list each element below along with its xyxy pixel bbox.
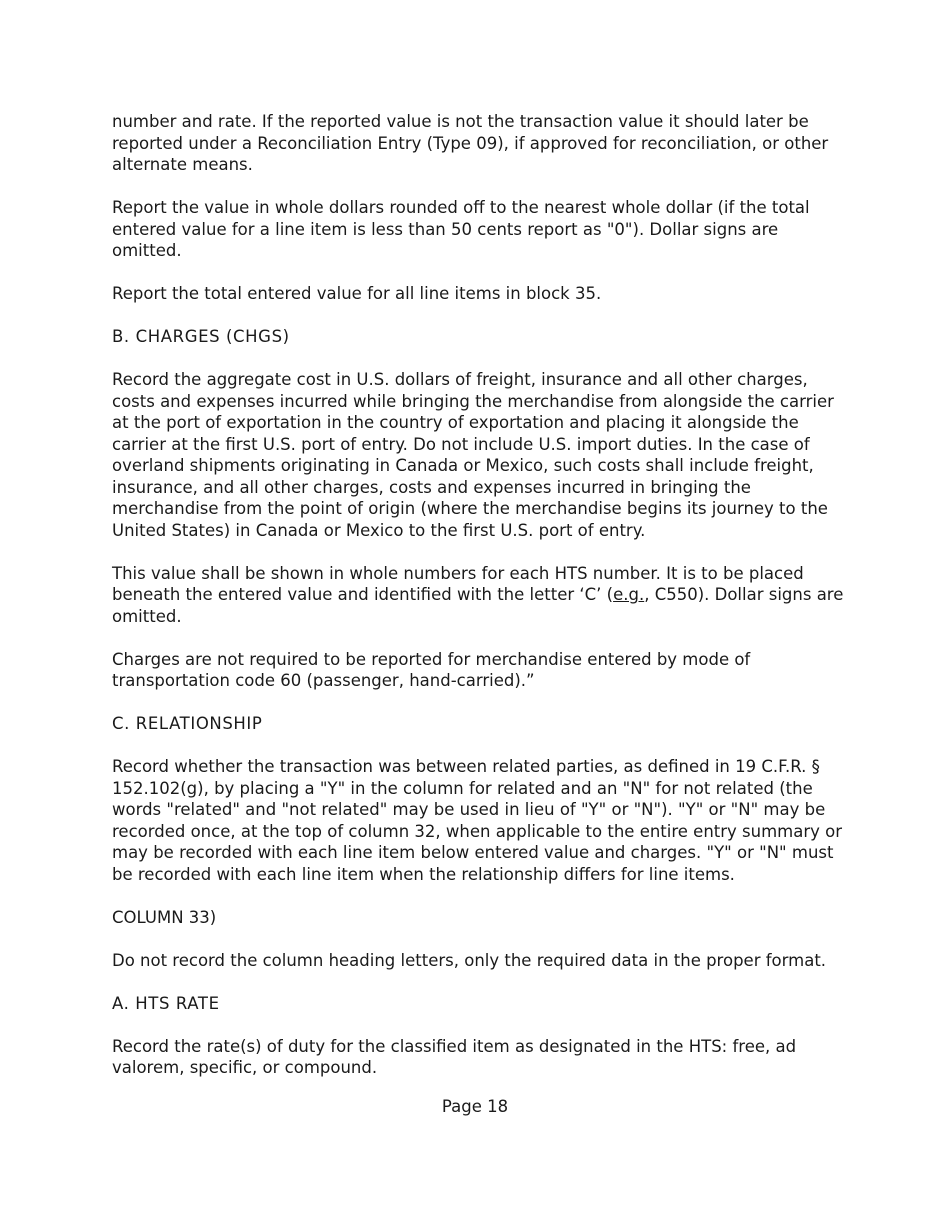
- paragraph-whole-dollars: Report the value in whole dollars rounded off to the nearest whole dollar (if the total entered value for a line item is less than 50 cents report as "0"). Dollar signs are omitted.: [112, 198, 810, 260]
- document-body: [112, 111, 852, 1079]
- paragraph-related-parties: Record whether the transaction was between related parties, as defined in 19 C.F.R. § 152.102(g), by placing a "Y" in the column for related and an "N" for not related (the words "related" and "not related" may be used in lieu of "Y" or "N"). "Y" or "N" may be recorded once, at the top of column 32, when applicable to the entire entry summary or may be recorded with each line item below entered value and charges. "Y" or "N" must be recorded with each line item when the relationship differs for line items.: [112, 757, 843, 884]
- heading-hts-rate: A. HTS RATE: [112, 993, 220, 1013]
- eg-abbreviation: e.g.: [613, 585, 645, 604]
- heading-relationship: C. RELATIONSHIP: [112, 714, 263, 733]
- page-number: Page 18: [441, 1097, 509, 1116]
- heading-column-33: COLUMN 33): [112, 907, 217, 927]
- paragraph-reported-value: number and rate. If the reported value is not the transaction value it should later be reported under a Reconciliation Entry (Type 09), if approved for reconciliation, or other alternate means.: [112, 112, 829, 174]
- paragraph-whole-numbers: [112, 563, 852, 628]
- paragraph-whole-numbers-part1: This value shall be shown in whole numbers for each HTS number. It is to be placed beneath the entered value and identified with the letter ‘C’ (: [112, 563, 804, 604]
- paragraph-total-entered-value: Report the total entered value for all line items in block 35.: [112, 284, 602, 303]
- paragraph-charges-not-required: Charges are not required to be reported for merchandise entered by mode of transportation code 60 (passenger, hand-carried).”: [112, 649, 751, 690]
- paragraph-whole-numbers-part2: , C550). Dollar signs are omitted.: [112, 585, 844, 626]
- paragraph-column-heading-letters: Do not record the column heading letters, only the required data in the proper format.: [112, 950, 827, 970]
- paragraph-aggregate-cost: Record the aggregate cost in U.S. dollars of freight, insurance and all other charges, costs and expenses incurred while bringing the merchandise from alongside the carrier at the port of exportation in the country of exportation and placing it alongside the carrier at the first U.S. port of entry. Do not include U.S. import duties. In the case of overland shipments originating in Canada or Mexico, such costs shall include freight, insurance, and all other charges, costs and expenses incurred in bringing the merchandise from the point of origin (where the merchandise begins its journey to the United States) in Canada or Mexico to the first U.S. port of entry.: [112, 370, 834, 540]
- paragraph-rates-of-duty: Record the rate(s) of duty for the classified item as designated in the HTS: free, ad valorem, specific, or compound.: [112, 1036, 797, 1077]
- heading-charges: B. CHARGES (CHGS): [112, 327, 290, 346]
